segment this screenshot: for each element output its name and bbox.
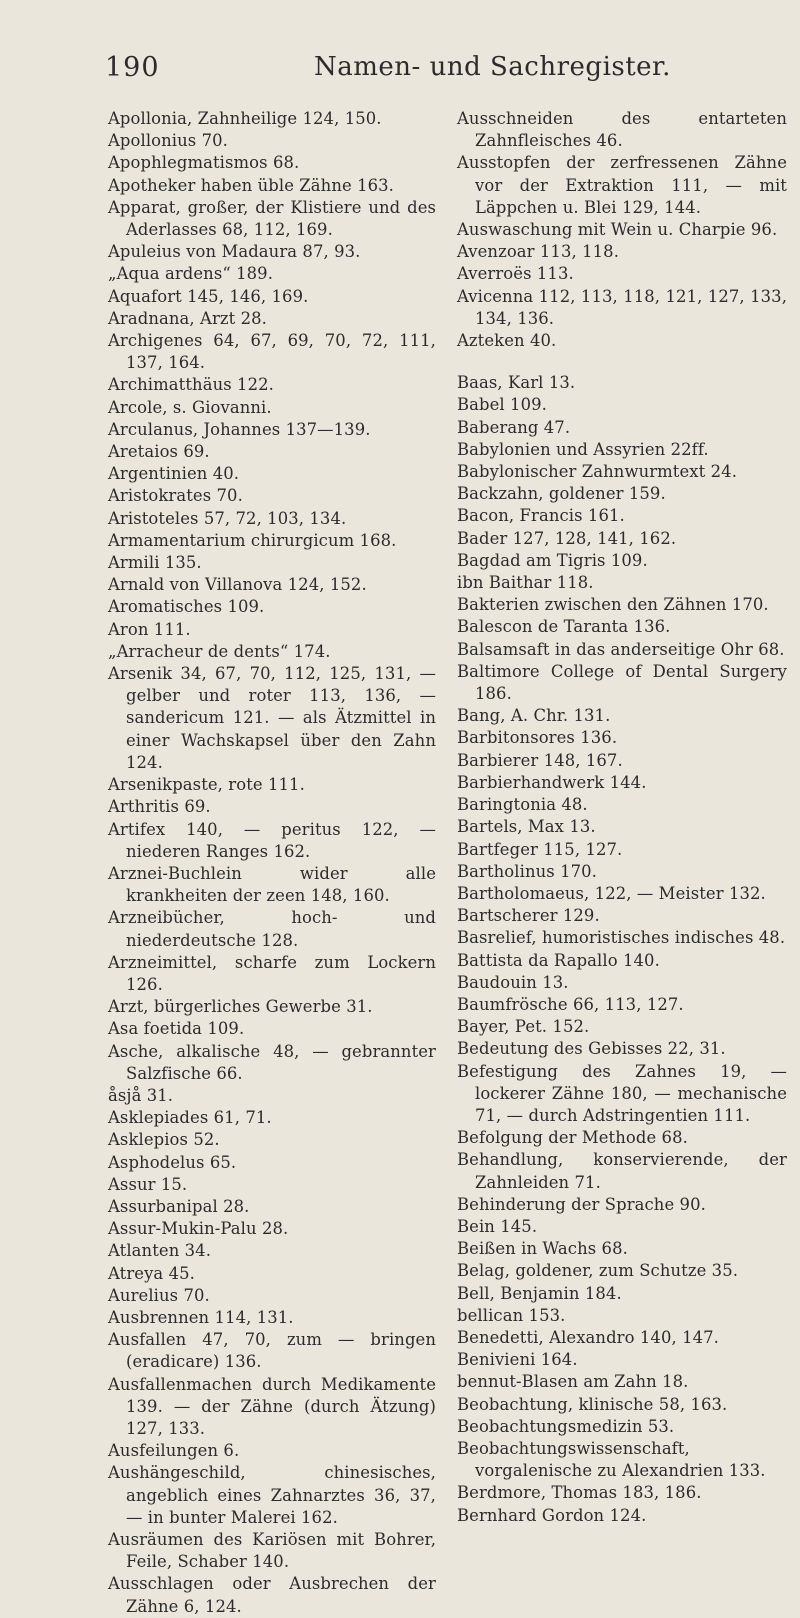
index-entry: Beobachtungsmedizin 53.	[457, 1416, 675, 1436]
index-entry: Bang, A. Chr. 131.	[457, 706, 611, 726]
index-entry: Arsenik 34, 67, 70, 112, 125, 131, — gelber und roter 113, 136, — sandericum 121. — als Ätzmittel in einer Wachskapsel über den Zahn 124.	[108, 664, 436, 772]
index-entry: Ausbrennen 114, 131.	[108, 1307, 294, 1327]
index-entry: Apotheker haben üble Zähne 163.	[108, 175, 394, 195]
index-entry: Auswaschung mit Wein u. Charpie 96.	[457, 220, 778, 240]
index-entry: Ausfeilungen 6.	[108, 1441, 240, 1461]
index-entry: Arzneibücher, hoch- und niederdeutsche 128.	[108, 908, 436, 950]
index-section-a	[457, 108, 787, 352]
index-entry: Atreya 45.	[108, 1263, 195, 1283]
index-entry: Arnald von Villanova 124, 152.	[108, 575, 367, 595]
index-entry: Babylonischer Zahnwurmtext 24.	[457, 462, 737, 482]
index-entry: Asklepios 52.	[108, 1130, 220, 1150]
index-entry: Bernhard Gordon 124.	[457, 1505, 647, 1525]
index-entry: Archigenes 64, 67, 69, 70, 72, 111, 137, 164.	[108, 331, 436, 373]
index-entry: Barbierer 148, 167.	[457, 750, 623, 770]
index-entry: Arsenikpaste, rote 111.	[108, 775, 305, 795]
index-entry: Balescon de Taranta 136.	[457, 617, 671, 637]
index-entry: Aristokrates 70.	[108, 486, 243, 506]
index-entry: Arcole, s. Giovanni.	[108, 397, 272, 417]
index-entry: Balsamsaft in das anderseitige Ohr 68.	[457, 639, 785, 659]
index-entry: Berdmore, Thomas 183, 186.	[457, 1483, 702, 1503]
index-entry: Aquafort 145, 146, 169.	[108, 286, 309, 306]
index-entry: Baltimore College of Dental Surgery 186.	[457, 661, 787, 704]
index-entry: Ausfallen 47, 70, zum — bringen (eradicare) 136.	[108, 1330, 436, 1372]
index-entry: Bagdad am Tigris 109.	[457, 550, 648, 570]
index-entry: Assur-Mukin-Palu 28.	[108, 1219, 289, 1239]
index-entry: Baumfrösche 66, 113, 127.	[457, 994, 684, 1014]
index-entry: Baberang 47.	[457, 417, 571, 437]
page-title: Namen- und Sachregister.	[314, 52, 671, 82]
page-number: 190	[105, 52, 160, 83]
index-entry: Apollonia, Zahnheilige 124, 150.	[108, 109, 382, 128]
index-entry: „Aqua ardens“ 189.	[108, 264, 274, 284]
index-entry: Aurelius 70.	[108, 1285, 210, 1305]
index-entry: Aron 111.	[108, 619, 191, 639]
index-entry: Asphodelus 65.	[108, 1152, 237, 1172]
left-index-column	[108, 108, 436, 1618]
index-entry: Archimatthäus 122.	[108, 375, 274, 395]
index-entry: Befolgung der Methode 68.	[457, 1128, 688, 1148]
index-entry: Basrelief, humoristisches indisches 48.	[457, 928, 786, 948]
right-index-column	[457, 108, 787, 1527]
index-entry: Bedeutung des Gebisses 22, 31.	[457, 1039, 726, 1059]
index-entry: Artifex 140, — peritus 122, — niederen Ranges 162.	[108, 819, 436, 861]
index-entry: Apophlegmatismos 68.	[108, 153, 300, 173]
index-entry: Bayer, Pet. 152.	[457, 1017, 590, 1037]
index-entry: Arzt, bürgerliches Gewerbe 31.	[108, 997, 373, 1017]
index-entry: Bacon, Francis 161.	[457, 506, 625, 526]
index-entry: Behinderung der Sprache 90.	[457, 1194, 706, 1214]
index-entry: Azteken 40.	[457, 331, 557, 351]
page-header	[0, 52, 800, 92]
index-entry: åsjå 31.	[108, 1085, 174, 1105]
index-entry: Armamentarium chirurgicum 168.	[108, 530, 397, 550]
index-entry: Atlanten 34.	[108, 1241, 212, 1261]
index-entry: Asche, alkalische 48, — gebrannter Salzfische 66.	[108, 1041, 436, 1083]
index-entry: Ausschlagen oder Ausbrechen der Zähne 6, 124.	[108, 1574, 436, 1616]
index-entry: Benivieni 164.	[457, 1350, 578, 1370]
index-entry: Bartfeger 115, 127.	[457, 839, 623, 859]
index-entry: ibn Baithar 118.	[457, 573, 594, 593]
index-entry: Battista da Rapallo 140.	[457, 950, 660, 970]
index-entry: Ausräumen des Kariösen mit Bohrer, Feile, Schaber 140.	[108, 1530, 436, 1572]
index-entry: Assur 15.	[108, 1174, 188, 1194]
index-entry: Aradnana, Arzt 28.	[108, 308, 267, 328]
index-entry: Belag, goldener, zum Schutze 35.	[457, 1261, 739, 1281]
index-entry: Averroës 113.	[457, 264, 574, 284]
index-section-b	[457, 372, 787, 1527]
index-entry: Arzneimittel, scharfe zum Lockern 126.	[108, 952, 436, 994]
index-entry: Beobachtung, klinische 58, 163.	[457, 1394, 728, 1414]
index-entry: Baas, Karl 13.	[457, 373, 576, 393]
index-entry: Bader 127, 128, 141, 162.	[457, 528, 677, 548]
index-entry: Ausfallenmachen durch Medikamente 139. — der Zähne (durch Ätzung) 127, 133.	[108, 1374, 436, 1438]
index-entry: Aristoteles 57, 72, 103, 134.	[108, 508, 347, 528]
index-entry: Bartels, Max 13.	[457, 817, 596, 837]
index-entry: Argentinien 40.	[108, 464, 240, 484]
index-entry: Armili 135.	[108, 553, 202, 573]
index-entry: Babylonien und Assyrien 22ff.	[457, 439, 709, 459]
index-entry: „Arracheur de dents“ 174.	[108, 641, 331, 661]
index-entry: Ausstopfen der zerfressenen Zähne vor der Extraktion 111, — mit Läppchen u. Blei 129, 144.	[457, 153, 787, 217]
index-entry: Bartholinus 170.	[457, 861, 597, 881]
index-entry: Behandlung, konservierende, der Zahnleiden 71.	[457, 1150, 787, 1192]
index-entry: Asa foetida 109.	[108, 1019, 245, 1039]
index-entry: Beobachtungswissenschaft, vorgalenische zu Alexandrien 133.	[457, 1438, 766, 1481]
section-gap	[457, 352, 787, 372]
index-entry: Arznei-Buchlein wider alle krankheiten der zeen 148, 160.	[108, 863, 436, 906]
index-entry: Aushängeschild, chinesisches, angeblich eines Zahnarztes 36, 37, — in bunter Malerei 162.	[108, 1463, 436, 1527]
index-entry: Benedetti, Alexandro 140, 147.	[457, 1327, 719, 1347]
index-entry: Bartholomaeus, 122, — Meister 132.	[457, 883, 766, 903]
index-entry: Apollonius 70.	[108, 131, 228, 151]
index-entry: Bein 145.	[457, 1216, 538, 1236]
index-entry: Aretaios 69.	[108, 442, 210, 462]
index-entry: Ausschneiden des entarteten Zahnfleisches 46.	[457, 109, 787, 151]
index-entry: Baringtonia 48.	[457, 795, 588, 815]
index-entry: Babel 109.	[457, 395, 547, 415]
index-entry: Bakterien zwischen den Zähnen 170.	[457, 595, 769, 615]
index-entry: Arthritis 69.	[108, 797, 211, 817]
index-entry: Barbitonsores 136.	[457, 728, 618, 748]
index-entry: Befestigung des Zahnes 19, — lockerer Zähne 180, — mechanische 71, — durch Adstringentien 111.	[457, 1061, 787, 1125]
index-entry: Baudouin 13.	[457, 972, 569, 992]
index-entry: Apuleius von Madaura 87, 93.	[108, 242, 361, 262]
index-entry: Avenzoar 113, 118.	[457, 242, 620, 262]
index-entry: Asklepiades 61, 71.	[108, 1108, 272, 1128]
index-entry: Aromatisches 109.	[108, 597, 265, 617]
index-entry: Bartscherer 129.	[457, 906, 600, 926]
index-entry: bennut-Blasen am Zahn 18.	[457, 1372, 689, 1392]
index-entry: Beißen in Wachs 68.	[457, 1239, 628, 1259]
index-entry: Backzahn, goldener 159.	[457, 484, 666, 504]
index-entry: Arculanus, Johannes 137—139.	[108, 419, 371, 439]
index-entry: Barbierhandwerk 144.	[457, 772, 647, 792]
index-entry: Avicenna 112, 113, 118, 121, 127, 133, 134, 136.	[457, 286, 787, 328]
index-entry: Apparat, großer, der Klistiere und des Aderlasses 68, 112, 169.	[108, 197, 436, 240]
index-entry: Bell, Benjamin 184.	[457, 1283, 622, 1303]
index-entry: Assurbanipal 28.	[108, 1196, 250, 1216]
index-entry: bellican 153.	[457, 1305, 566, 1325]
